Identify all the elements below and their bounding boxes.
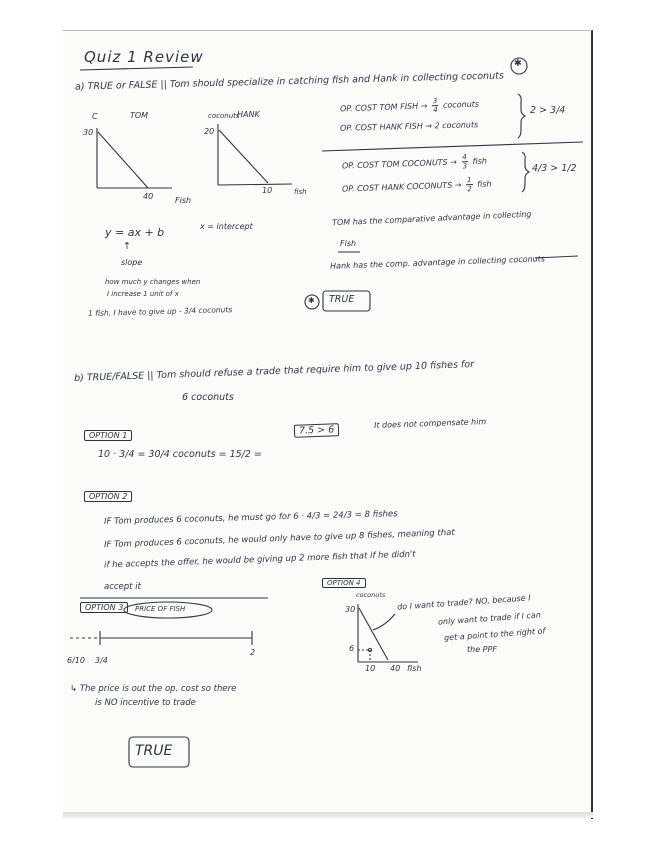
opcost-tom-coconuts-fraction: [461, 153, 468, 170]
opcost-hank-fish: OP. COST HANK FISH → 2 coconuts: [339, 120, 479, 133]
option4-y-top: 30: [345, 605, 356, 614]
tom-y-axis-label: C: [92, 112, 98, 121]
fraction-denominator: 4: [432, 106, 438, 115]
option4-y-label: coconuts: [356, 591, 386, 599]
opcost-hank-coconuts-text: OP. COST HANK COCONUTS →: [341, 180, 462, 194]
tom-graph-label: TOM: [130, 111, 149, 120]
tom-x-label: Fish: [175, 196, 192, 205]
opcost-hank-coconuts-unit: fish: [476, 179, 492, 189]
option3-label: OPTION 3: [80, 602, 128, 613]
option4-note-2: only want to trade if I can: [437, 610, 542, 627]
option2-label: OPTION 2: [84, 491, 132, 502]
slope-note-1: how much y changes when: [105, 278, 201, 286]
fraction-numerator: 3: [432, 97, 438, 106]
part-a-statement: a) TRUE or FALSE || Tom should specialize in catching fish and Hank in collecting coconuts: [74, 70, 504, 93]
option3-note-2: is NO incentive to trade: [95, 698, 196, 708]
star-answer-icon: ✱: [308, 296, 315, 305]
option4-note-3: get a point to the right of: [443, 626, 546, 643]
hank-y-value: 20: [204, 127, 215, 136]
opcost-tom-fish-text: OP. COST TOM FISH →: [339, 101, 428, 114]
star-icon: ✱: [514, 58, 522, 69]
tom-x-value: 40: [143, 192, 154, 201]
hank-advantage-text: Hank has the comp. advantage in collecting: [329, 255, 507, 271]
slope-note-2: I increase 1 unit of x: [107, 290, 179, 298]
option4-note-1: do I want to trade? NO, because I: [396, 593, 531, 612]
option4-ppf-graph: [358, 604, 418, 662]
option4-x-2: 40: [390, 664, 401, 673]
option2-line1: IF Tom produces 6 coconuts, he would only have to give up 8 fishes, meaning that: [103, 527, 455, 551]
opcost-tom-coconuts-unit: fish: [472, 156, 488, 166]
option1-note: It does not compensate him: [373, 417, 487, 430]
option4-label: OPTION 4: [322, 578, 366, 588]
price-tick-3: 2: [250, 648, 256, 657]
brace-coconuts: [522, 152, 529, 192]
part-b-statement-1: b) TRUE/FALSE || Tom should refuse a trade that require him to give up 10 fishes for: [73, 359, 475, 384]
intercept-note: x = intercept: [200, 222, 253, 231]
opcost-tom-fish-fraction: [432, 97, 439, 114]
price-tick-1: 6/10: [67, 656, 85, 665]
option1-result: 7.5 > 6: [294, 423, 340, 438]
brace-fish: [518, 94, 525, 138]
option1-label: OPTION 1: [84, 430, 132, 441]
answer-b: TRUE: [135, 743, 173, 759]
tom-y-value: 30: [83, 128, 94, 137]
price-tick-2: 3/4: [95, 656, 108, 665]
title-underline: [80, 67, 193, 70]
hank-x-label: fish: [294, 188, 307, 196]
hank-ppf-graph: [218, 124, 292, 185]
option2-line2: if he accepts the offer, he would be giving up 2 more fish that if he didn't: [103, 549, 416, 571]
option3-note-1: ↳ The price is out the op. cost so there: [70, 684, 237, 694]
option4-note-4: the PPF: [467, 645, 497, 654]
opcost-hank-coconuts-fraction: [466, 176, 473, 193]
option2-line3: accept it: [104, 582, 141, 592]
page-title: Quiz 1 Review: [84, 48, 204, 66]
hank-y-axis-label: coconuts: [208, 112, 240, 120]
part-b-statement-2: 6 coconuts: [182, 392, 234, 403]
price-line: [70, 631, 252, 645]
price-label: PRICE OF FISH: [135, 605, 186, 613]
tom-ppf-graph: [97, 128, 172, 188]
option4-y-mid: 6: [349, 644, 355, 653]
fraction-numerator: 1: [466, 176, 472, 185]
slope-label: slope: [121, 258, 143, 267]
slope-example: 1 fish, I have to give up - 3/4 coconuts: [87, 305, 233, 318]
answer-a: TRUE: [329, 294, 355, 305]
formula: y = ax + b: [105, 226, 165, 239]
fraction-denominator: 2: [467, 185, 472, 194]
option2-calc: IF Tom produces 6 coconuts, he must go for 6 · 4/3 = 24/3 = 8 fishes: [103, 509, 398, 527]
opcost-tom-fish-unit: coconuts: [442, 99, 480, 110]
tom-advantage: TOM has the comparative advantage in collecting: [331, 209, 532, 228]
tom-advantage-good: Fish: [340, 239, 357, 248]
fraction-denominator: 3: [462, 162, 468, 171]
fraction-numerator: 4: [462, 153, 467, 162]
option4-x-1: 10: [365, 664, 376, 673]
hank-graph-label: HANK: [237, 110, 260, 119]
option1-calc: 10 · 3/4 = 30/4 coconuts = 15/2 =: [98, 449, 262, 460]
hank-advantage-good: coconuts: [508, 254, 546, 265]
opcost-separator: [322, 142, 583, 151]
option4-x-label: fish: [407, 664, 422, 673]
hank-x-value: 10: [262, 186, 273, 195]
arrow-up-icon: ↑: [123, 241, 131, 252]
compare-coconuts: 4/3 > 1/2: [532, 163, 577, 174]
compare-fish: 2 > 3/4: [530, 105, 566, 116]
opcost-tom-coconuts-text: OP. COST TOM COCONUTS →: [341, 157, 458, 171]
